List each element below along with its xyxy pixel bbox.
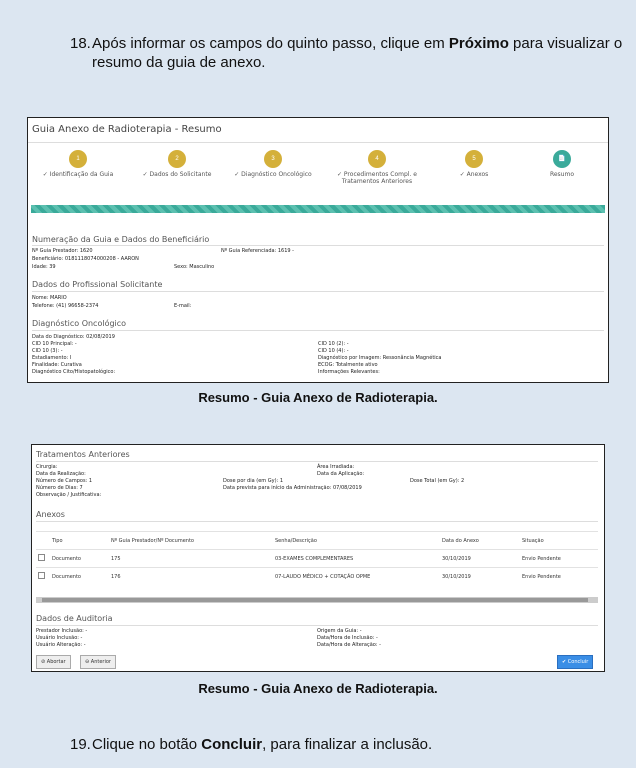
table-cell: 07-LAUDO MÉDICO + COTAÇÃO OPME (273, 568, 440, 586)
field-usuario-inclusao: Usuário Inclusão: - (36, 635, 83, 641)
table-row[interactable] (36, 568, 598, 586)
step-circle-1[interactable]: 1 (69, 150, 87, 168)
table-header-row (36, 532, 598, 550)
field-cid-4: CID 10 (4): - (318, 348, 349, 354)
table-cell: 175 (109, 550, 273, 568)
document-icon[interactable]: 📄 (553, 150, 571, 168)
field-email: E-mail: (174, 303, 192, 309)
section-title: Numeração da Guia e Dados do Beneficiário (32, 235, 210, 244)
field-area-irradiada: Área Irradiada: (317, 464, 355, 470)
figure-caption-2: Resumo - Guia Anexo de Radioterapia. (198, 681, 438, 696)
column-header: Tipo (50, 532, 109, 550)
step-circle-3[interactable]: 3 (264, 150, 282, 168)
field-cid-principal: CID 10 Principal: - (32, 341, 77, 347)
field-data-prevista: Data prevista para início da Administração: 07/08/2019 (223, 485, 362, 491)
step-label-3: ✓ Diagnóstico Oncológico (234, 171, 312, 178)
section-title: Dados de Auditoria (36, 614, 113, 623)
step-label-4: ✓ Procedimentos Compl. e Tratamentos Anteriores (336, 171, 417, 185)
section-title: Anexos (36, 510, 65, 519)
step-19-text: 19.Clique no botão Concluir, para finalizar a inclusão. (70, 736, 433, 753)
field-cirurgia: Cirurgia: (36, 464, 58, 470)
page-title: Guia Anexo de Radioterapia - Resumo (32, 124, 222, 135)
figure-caption-1: Resumo - Guia Anexo de Radioterapia. (198, 390, 438, 405)
field-data-realizacao: Data da Realização: (36, 471, 86, 477)
field-informacoes-relevantes: Informações Relevantes: (318, 369, 380, 375)
field-telefone: Telefone: (41) 96658-2374 (32, 303, 99, 309)
field-finalidade: Finalidade: Curativa (32, 362, 82, 368)
field-prestador-inclusao: Prestador Inclusão: - (36, 628, 88, 634)
step-label-2: ✓ Dados do Solicitante (142, 171, 212, 178)
section-title: Tratamentos Anteriores (36, 450, 130, 459)
field-nome: Nome: MARIO (32, 295, 67, 301)
field-beneficiario: Beneficiário: 0181118074000208 - AARON (32, 256, 139, 262)
step-circle-4[interactable]: 4 (368, 150, 386, 168)
summary-screenshot-2 (31, 444, 605, 672)
step-18-text: 18.Após informar os campos do quinto passo, clique em Próximo para visualizar o resumo da guia de anexo. (70, 35, 623, 71)
field-diagnostico-imagem: Diagnóstico por Imagem: Ressonância Magnética (318, 355, 442, 361)
table-cell: 03-EXAMES COMPLEMENTARES (273, 550, 440, 568)
field-ecog: ECOG: Totalmente ativo (318, 362, 378, 368)
column-header: Senha/Descrição (273, 532, 440, 550)
field-dose-dia: Dose por dia (em Gy): 1 (223, 478, 283, 484)
horizontal-scrollbar[interactable] (36, 597, 598, 603)
field-estadiamento: Estadiamento: I (32, 355, 72, 361)
row-checkbox[interactable] (38, 554, 45, 561)
summary-screenshot-1 (27, 117, 609, 383)
column-header: Nº Guia Prestador/Nº Documento (109, 532, 273, 550)
row-checkbox[interactable] (38, 572, 45, 579)
step-label-6: Resumo (549, 171, 575, 178)
step-label-1: ✓ Identificação da Guia (42, 171, 114, 178)
section-title: Dados do Profissional Solicitante (32, 280, 163, 289)
field-data-hora-alteracao: Data/Hora de Alteração: - (317, 642, 381, 648)
field-data-diagnostico: Data do Diagnóstico: 02/08/2019 (32, 334, 115, 340)
step-label-5: ✓ Anexos (459, 171, 489, 178)
progress-bar (31, 205, 605, 213)
field-sexo: Sexo: Masculino (174, 264, 215, 270)
field-data-aplicacao: Data da Aplicação: (317, 471, 365, 477)
field-guia-prestador: Nº Guia Prestador: 1620 (32, 248, 93, 254)
field-idade: Idade: 39 (32, 264, 56, 270)
conclude-button[interactable]: ✔ Concluir (557, 655, 593, 669)
field-observacao: Observação / Justificativa: (36, 492, 102, 498)
abort-button[interactable]: ⊘ Abortar (36, 655, 71, 669)
scrollbar-thumb[interactable] (42, 598, 588, 602)
table-cell: Documento (50, 550, 109, 568)
table-cell: 30/10/2019 (440, 568, 520, 586)
field-data-hora-inclusao: Data/Hora de Inclusão: - (317, 635, 378, 641)
field-usuario-alteracao: Usuário Alteração: - (36, 642, 86, 648)
table-cell: Envio Pendente (520, 568, 598, 586)
previous-button[interactable]: ⊖ Anterior (80, 655, 116, 669)
step-circle-2[interactable]: 2 (168, 150, 186, 168)
table-cell: Documento (50, 568, 109, 586)
table-cell: 30/10/2019 (440, 550, 520, 568)
field-numero-campos: Número de Campos: 1 (36, 478, 93, 484)
step-circle-5[interactable]: 5 (465, 150, 483, 168)
field-guia-referenciada: Nº Guia Referenciada: 1619 - (221, 248, 294, 254)
field-cid-3: CID 10 (3): - (32, 348, 63, 354)
column-header: Data do Anexo (440, 532, 520, 550)
field-cid-2: CID 10 (2): - (318, 341, 349, 347)
column-header: Situação (520, 532, 598, 550)
field-origem-guia: Origem da Guia: - (317, 628, 362, 634)
table-cell: Envio Pendente (520, 550, 598, 568)
field-dose-total: Dose Total (em Gy): 2 (410, 478, 465, 484)
field-diagnostico-cito: Diagnóstico Cito/Histopatológico: (32, 369, 116, 375)
table-cell: 176 (109, 568, 273, 586)
table-row[interactable] (36, 550, 598, 568)
field-numero-dias: Número de Dias: 7 (36, 485, 83, 491)
attachments-table (36, 531, 598, 585)
section-title: Diagnóstico Oncológico (32, 319, 127, 328)
